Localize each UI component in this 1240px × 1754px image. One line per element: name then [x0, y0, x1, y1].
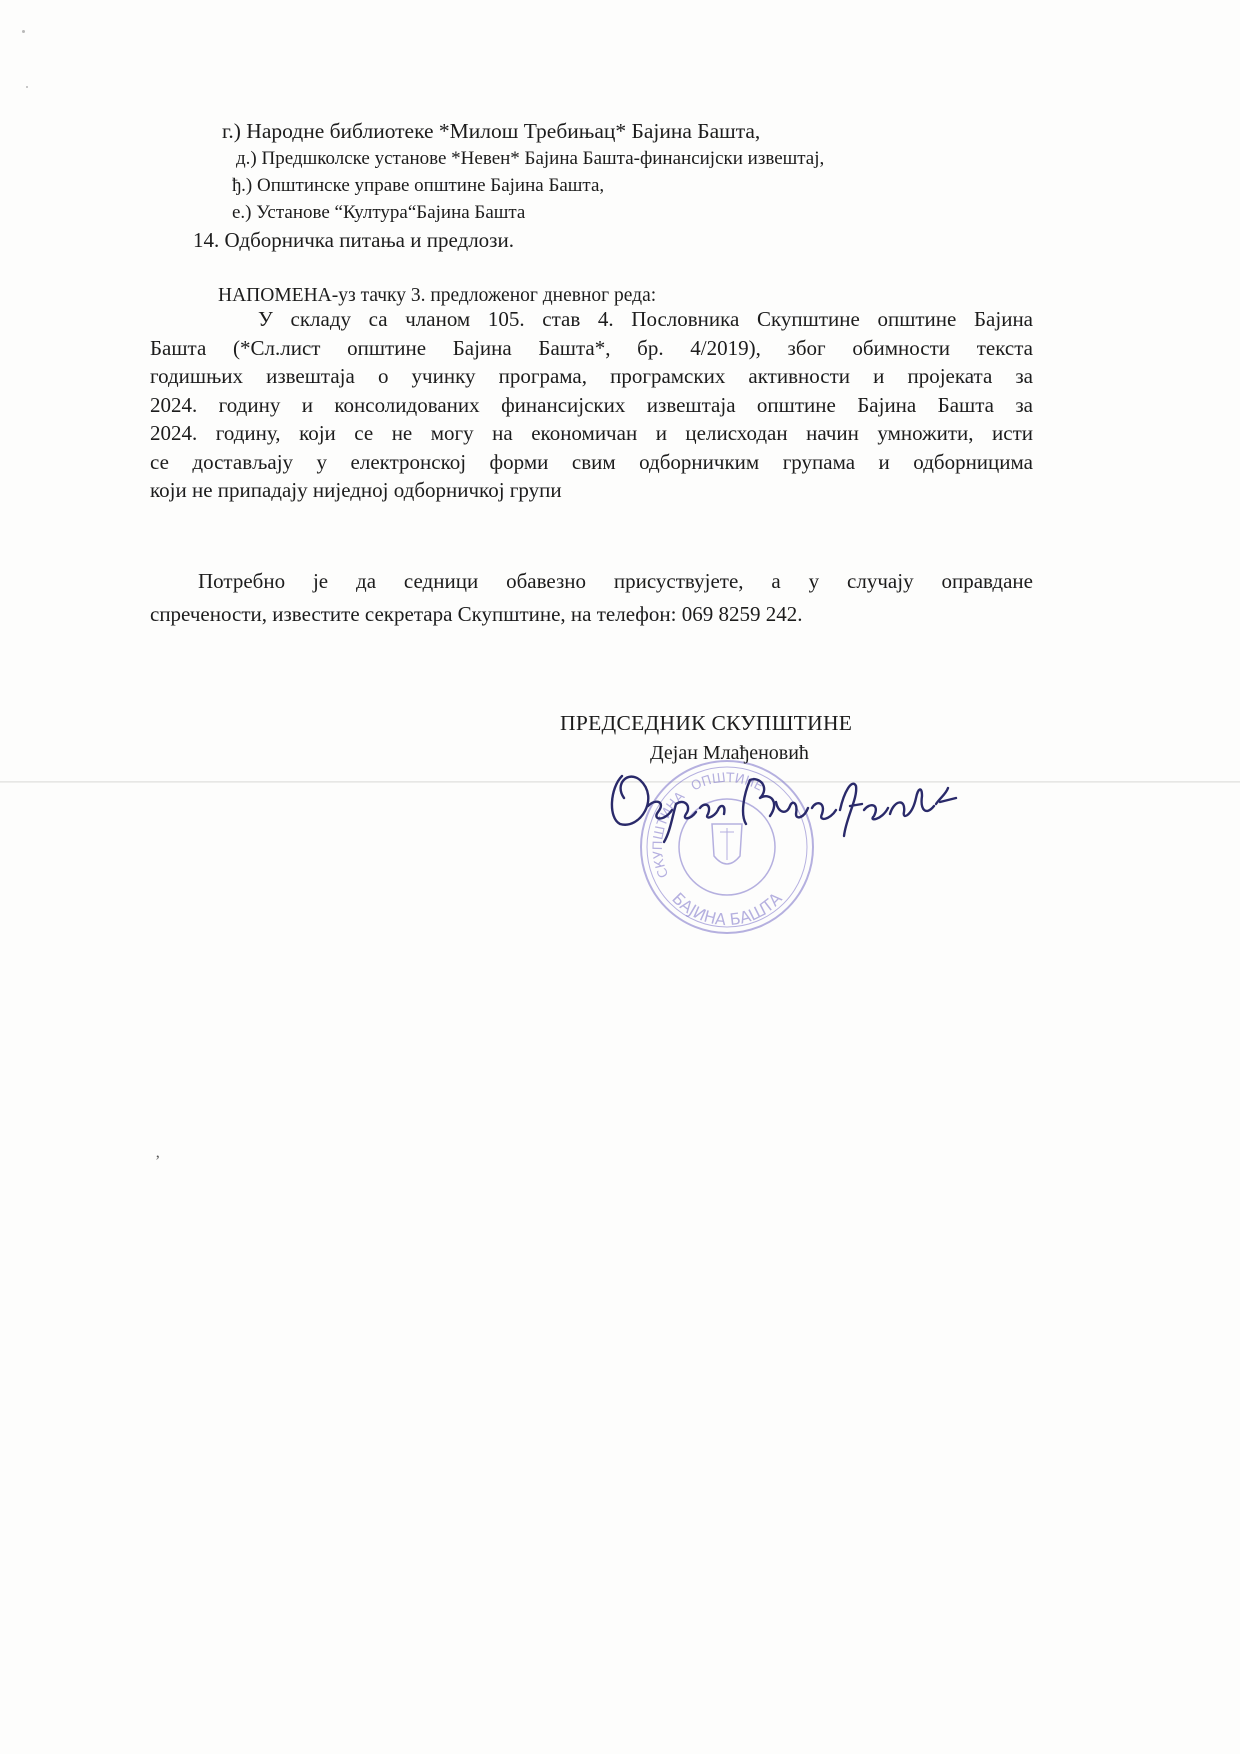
- agenda-subitem-d: д.) Предшколске установе *Невен* Бајина Башта-финансијски извештај,: [236, 148, 825, 169]
- seal-text-top: ОПШТИНЕ: [688, 770, 766, 795]
- note-line: 2024. годину и консолидованих финансијских извештаја општине Бајина Башта за: [150, 392, 1033, 417]
- note-line: се достављају у електронској форми свим одборничким групама и одборницима: [150, 449, 1033, 474]
- handwritten-signature: [600, 758, 970, 848]
- signatory-name: Дејан Млађеновић: [650, 742, 809, 764]
- note-line: У складу са чланом 105. став 4. Пословника Скупштине општине Бајина: [258, 307, 1033, 331]
- note-line: Башта (*Сл.лист општине Бајина Башта*, бр. 4/2019), због обимности текста: [150, 335, 1033, 360]
- agenda-subitem-g: г.) Народне библиотеке *Милош Требињац* Бајина Башта,: [222, 119, 761, 143]
- note-paragraph: [150, 305, 1033, 505]
- agenda-item-14: 14. Одборничка питања и предлози.: [193, 228, 514, 252]
- scan-speck: [22, 30, 25, 33]
- stray-ink-mark: ’: [155, 1153, 161, 1170]
- agenda-subitem-dj: ђ.) Општинске управе општине Бајина Башта,: [232, 175, 605, 196]
- scan-speck: [26, 86, 28, 88]
- seal-text-left: СКУПШТИНА: [650, 789, 688, 880]
- request-line: спречености, известите секретара Скупштине, на телефон: 069 8259 242.: [150, 602, 803, 626]
- agenda-subitem-e: е.) Установе “Култура“Бајина Башта: [232, 202, 526, 223]
- note-line: годишњих извештаја о учинку програма, програмских активности и пројеката за: [150, 364, 1033, 388]
- note-line: 2024. годину, који се не могу на економичан и целисходан начин умножити, исти: [150, 421, 1033, 445]
- request-line: Потребно је да седници обавезно присуствујете, а у случају оправдане: [198, 569, 1033, 593]
- note-heading: НАПОМЕНА-уз тачку 3. предложеног дневног реда:: [218, 285, 657, 306]
- seal-text-bottom: БАЈИНА БАШТА: [668, 888, 786, 930]
- attendance-request-paragraph: [150, 565, 1033, 631]
- signatory-title: ПРЕДСЕДНИК СКУПШТИНЕ: [560, 711, 853, 735]
- note-line: који не припадају ниједној одборничкој групи: [150, 478, 562, 502]
